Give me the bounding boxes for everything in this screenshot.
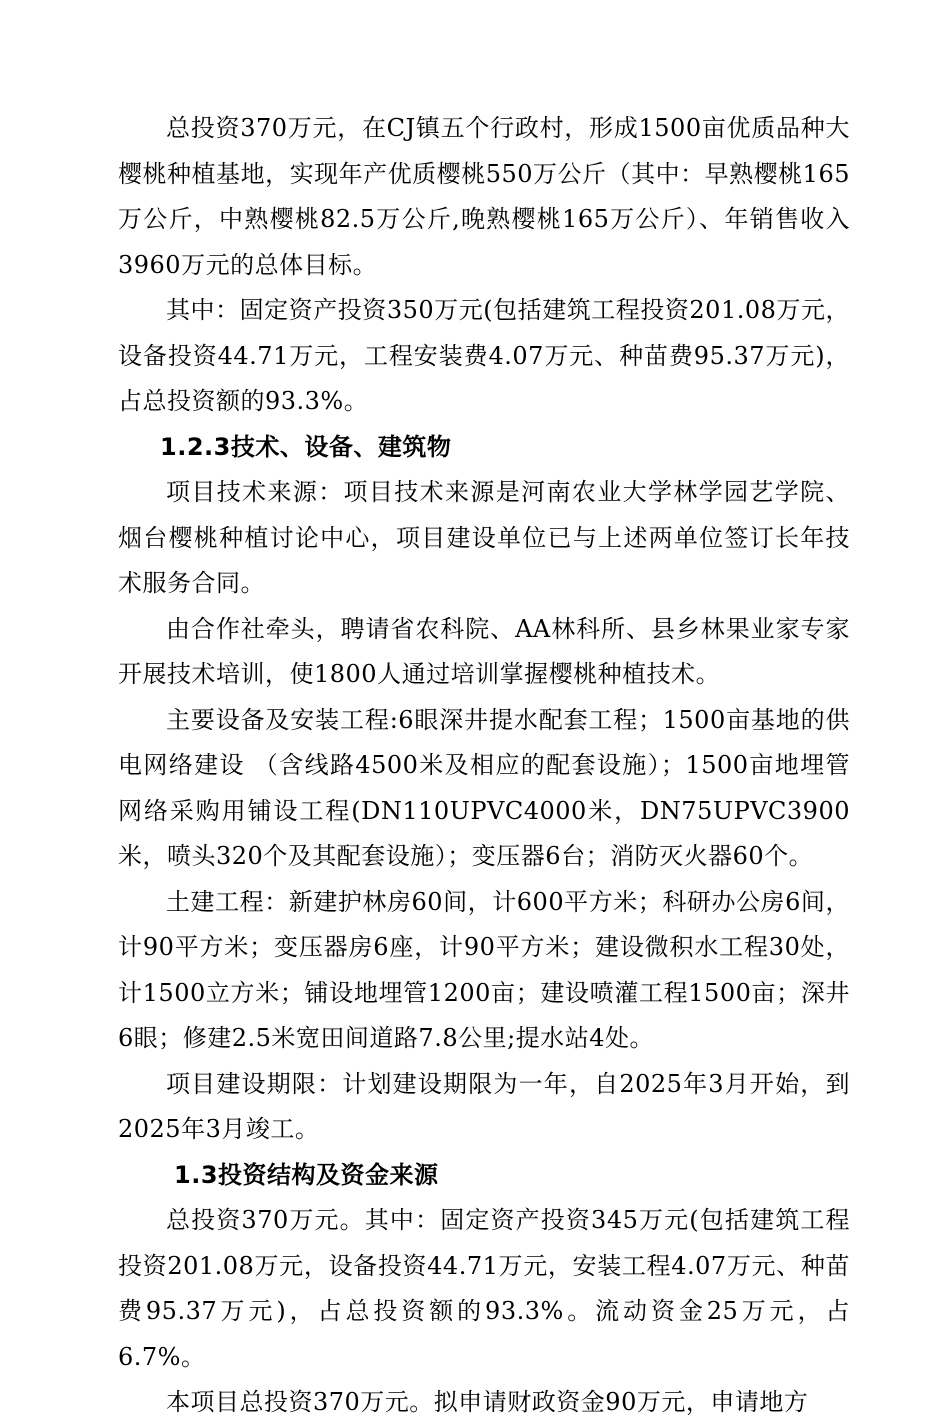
heading-technology-equipment-buildings: 1.2.3技术、设备、建筑物 [160, 432, 452, 461]
paragraph-funding-application: 本项目总投资370万元。拟申请财政资金90万元，申请地方 [166, 1388, 809, 1416]
heading-investment-structure: 1.3投资结构及资金来源 [174, 1160, 439, 1189]
paragraph-civil-works: 土建工程：新建护林房60间，计600平方米；科研办公房6间，计90平方米；变压器房6座，计90平方米；建设微积水工程30处，计1500立方米；铺设地埋管1200亩；建设喷灌工程1500亩；深井6眼；修建2.5米宽田间道路7.8公里;提水站4处。 [118, 887, 850, 1052]
paragraph-total-investment: 总投资370万元，在CJ镇五个行政村，形成1500亩优质品种大樱桃种植基地，实现年产优质樱桃550万公斤（其中：早熟樱桃165万公斤，中熟樱桃82.5万公斤,晚熟樱桃165万公斤）、年销售收入3960万元的总体目标。 [118, 114, 850, 279]
paragraph-training: 由合作社牵头，聘请省农科院、AA林科所、县乡林果业家专家开展技术培训，使1800人通过培训掌握樱桃种植技术。 [118, 614, 850, 688]
paragraph-technology-source: 项目技术来源：项目技术来源是河南农业大学林学园艺学院、烟台樱桃种植讨论中心，项目建设单位已与上述两单位签订长年技术服务合同。 [118, 478, 850, 597]
paragraph-equipment-installation: 主要设备及安装工程:6眼深井提水配套工程；1500亩基地的供电网络建设 （含线路4500米及相应的配套设施）；1500亩地埋管网络采购用铺设工程(DN110UPVC4000米，DN75UPVC3900米，喷头320个及其配套设施）；变压器6台；消防灭火器60个。 [118, 705, 850, 870]
document-body [118, 106, 850, 1426]
paragraph-construction-period: 项目建设期限：计划建设期限为一年，自2025年3月开始，到2025年3月竣工。 [118, 1069, 850, 1143]
paragraph-fixed-assets: 其中：固定资产投资350万元(包括建筑工程投资201.08万元，设备投资44.71万元，工程安装费4.07万元、种苗费95.37万元)，占总投资额的93.3%。 [118, 296, 850, 415]
paragraph-investment-breakdown: 总投资370万元。其中：固定资产投资345万元(包括建筑工程投资201.08万元，设备投资44.71万元，安装工程4.07万元、种苗费95.37万元)，占总投资额的93.3%。流动资金25万元，占6.7%。 [118, 1206, 850, 1371]
